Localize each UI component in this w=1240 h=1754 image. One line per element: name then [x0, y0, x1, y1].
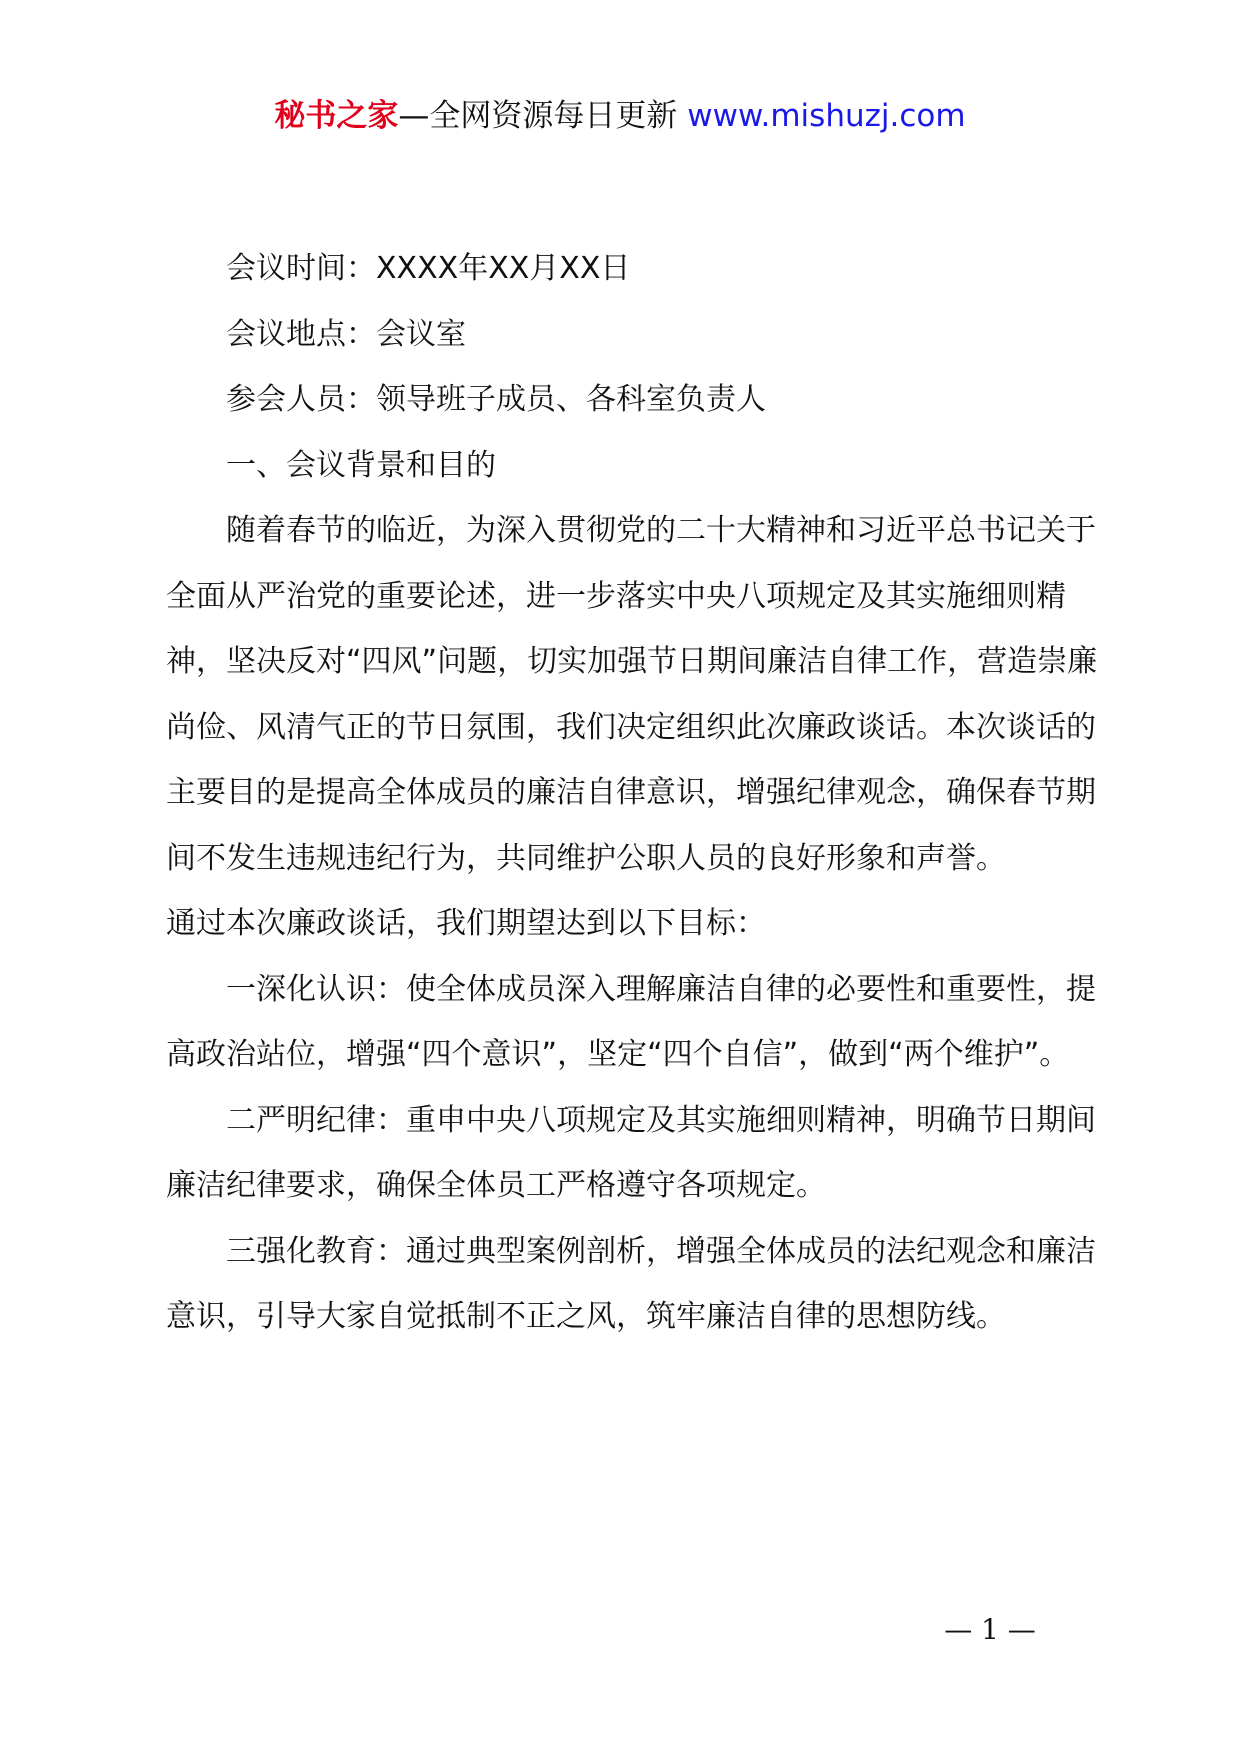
site-header: [0, 96, 1240, 136]
goal-item-1: 一深化认识：使全体成员深入理解廉洁自律的必要性和重要性，提高政治站位，增强“四个意识”，坚定“四个自信”，做到“两个维护”。: [166, 971, 1096, 1072]
meeting-attendees: 参会人员：领导班子成员、各科室负责人: [226, 382, 766, 417]
document-body: [166, 236, 1106, 1350]
page-number: — 1 —: [944, 1613, 1036, 1646]
site-url-link[interactable]: www.mishuzj.com: [687, 98, 966, 134]
goal-item-3: 三强化教育：通过典型案例剖析，增强全体成员的法纪观念和廉洁意识，引导大家自觉抵制不正之风，筑牢廉洁自律的思想防线。: [166, 1233, 1096, 1334]
site-brand: 秘书之家: [274, 98, 399, 134]
meeting-time: 会议时间：XXXX年XX月XX日: [226, 251, 631, 286]
meeting-location: 会议地点：会议室: [226, 316, 466, 352]
section-heading: 一、会议背景和目的: [226, 447, 496, 483]
goal-item-2: 二严明纪律：重申中央八项规定及其实施细则精神，明确节日期间廉洁纪律要求，确保全体员工严格遵守各项规定。: [166, 1102, 1096, 1203]
background-paragraph: 随着春节的临近，为深入贯彻党的二十大精神和习近平总书记关于全面从严治党的重要论述，进一步落实中央八项规定及其实施细则精神，坚决反对“四风”问题，切实加强节日期间廉洁自律工作，营造崇廉尚俭、风清气正的节日氛围，我们决定组织此次廉政谈话。本次谈话的主要目的是提高全体成员的廉洁自律意识，增强纪律观念，确保春节期间不发生违规违纪行为，共同维护公职人员的良好形象和声誉。: [166, 513, 1098, 876]
goals-intro: 通过本次廉政谈话，我们期望达到以下目标：: [166, 906, 766, 941]
site-tagline: —全网资源每日更新: [398, 98, 688, 134]
